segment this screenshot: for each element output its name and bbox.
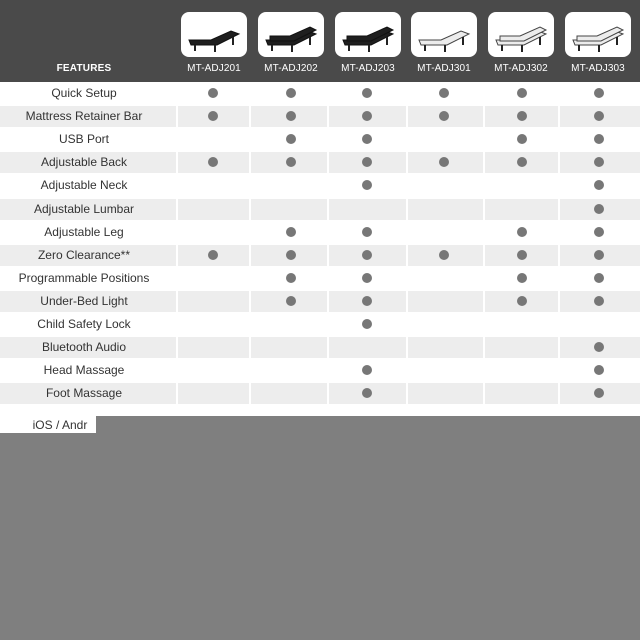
feature-dot <box>439 250 449 260</box>
model-column <box>563 12 633 78</box>
feature-label: Adjustable Leg <box>44 224 124 239</box>
feature-dot <box>286 227 296 237</box>
column-divider <box>558 82 560 416</box>
column-divider <box>327 82 329 416</box>
feature-dot <box>362 157 372 167</box>
feature-label: Head Massage <box>43 363 125 378</box>
feature-dot <box>594 342 604 352</box>
table-header <box>0 0 640 82</box>
feature-label: USB Port <box>58 132 109 147</box>
model-name: MT-ADJ301 <box>417 63 471 74</box>
feature-dot <box>439 111 449 121</box>
feature-label: Quick Setup <box>51 86 117 100</box>
feature-dot <box>594 111 604 121</box>
table-row <box>0 175 640 196</box>
table-row <box>0 314 640 335</box>
feature-dot <box>439 88 449 98</box>
feature-dot <box>362 319 372 329</box>
feature-table <box>0 82 640 416</box>
feature-dot <box>286 273 296 283</box>
feature-label: Child Safety Lock <box>37 317 131 331</box>
feature-dot <box>517 273 527 283</box>
feature-dot <box>362 111 372 121</box>
feature-dot <box>362 250 372 260</box>
bed-image <box>565 12 631 57</box>
feature-label: Under-Bed Light <box>40 293 128 308</box>
bed-image <box>411 12 477 57</box>
model-name: MT-ADJ201 <box>187 63 241 74</box>
table-row <box>0 291 640 312</box>
partial-row-label: iOS / Andr <box>32 418 88 432</box>
model-name: MT-ADJ203 <box>341 63 395 74</box>
bed-image <box>258 12 324 57</box>
feature-dot <box>286 157 296 167</box>
feature-dot <box>286 250 296 260</box>
column-divider <box>176 82 178 416</box>
feature-dot <box>208 111 218 121</box>
feature-label: Foot Massage <box>45 386 123 401</box>
column-divider <box>483 82 485 416</box>
feature-dot <box>362 88 372 98</box>
model-column <box>256 12 326 78</box>
column-divider <box>406 82 408 416</box>
feature-dot <box>517 250 527 260</box>
table-row <box>0 222 640 243</box>
feature-dot <box>517 296 527 306</box>
bed-image <box>181 12 247 57</box>
bed-image <box>488 12 554 57</box>
feature-dot <box>517 157 527 167</box>
feature-dot <box>208 250 218 260</box>
feature-dot <box>594 227 604 237</box>
model-column <box>409 12 479 78</box>
feature-dot <box>594 88 604 98</box>
model-column <box>179 12 249 78</box>
feature-dot <box>594 157 604 167</box>
feature-dot <box>594 296 604 306</box>
feature-label: Adjustable Back <box>40 155 128 170</box>
feature-dot <box>362 296 372 306</box>
table-row <box>0 337 640 358</box>
feature-dot <box>362 365 372 375</box>
feature-dot <box>362 388 372 398</box>
feature-dot <box>594 365 604 375</box>
column-divider <box>249 82 251 416</box>
feature-dot <box>594 180 604 190</box>
table-row <box>0 383 640 404</box>
feature-dot <box>594 388 604 398</box>
feature-dot <box>517 88 527 98</box>
table-row <box>0 129 640 150</box>
feature-dot <box>286 134 296 144</box>
feature-dot <box>362 180 372 190</box>
feature-dot <box>286 88 296 98</box>
feature-label: Bluetooth Audio <box>41 340 127 355</box>
feature-dot <box>286 296 296 306</box>
feature-dot <box>517 227 527 237</box>
bed-image <box>335 12 401 57</box>
feature-label: Adjustable Neck <box>40 178 128 193</box>
feature-dot <box>594 250 604 260</box>
table-row <box>0 360 640 381</box>
feature-dot <box>594 134 604 144</box>
feature-dot <box>362 134 372 144</box>
feature-dot <box>208 157 218 167</box>
table-row <box>0 83 640 104</box>
feature-label: Programmable Positions <box>18 270 150 285</box>
features-header: FEATURES <box>56 63 112 74</box>
model-column <box>486 12 556 78</box>
feature-dot <box>362 227 372 237</box>
feature-label: Zero Clearance** <box>37 247 131 262</box>
feature-dot <box>517 111 527 121</box>
table-row <box>0 152 640 173</box>
feature-dot <box>594 273 604 283</box>
feature-dot <box>362 273 372 283</box>
model-name: MT-ADJ302 <box>494 63 548 74</box>
model-column <box>333 12 403 78</box>
feature-dot <box>286 111 296 121</box>
table-row <box>0 106 640 127</box>
feature-dot <box>208 88 218 98</box>
feature-dot <box>439 157 449 167</box>
table-row <box>0 268 640 289</box>
table-row <box>0 199 640 220</box>
model-name: MT-ADJ303 <box>571 63 625 74</box>
partial-row <box>0 416 96 433</box>
feature-label: Mattress Retainer Bar <box>25 109 143 124</box>
model-name: MT-ADJ202 <box>264 63 318 74</box>
feature-dot <box>517 134 527 144</box>
gray-overlay <box>0 433 640 640</box>
table-row <box>0 245 640 266</box>
feature-dot <box>594 204 604 214</box>
feature-label: Adjustable Lumbar <box>33 201 135 216</box>
